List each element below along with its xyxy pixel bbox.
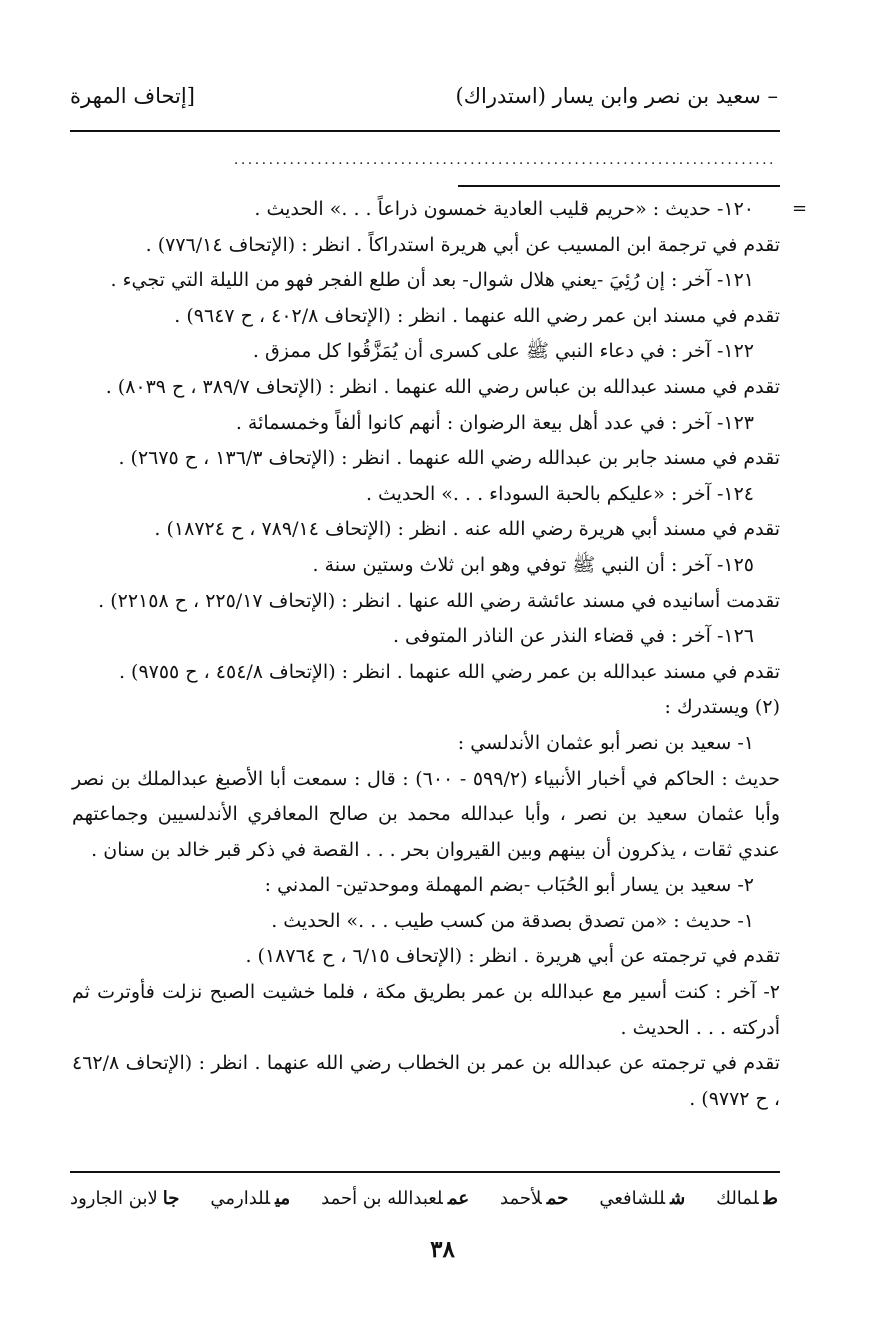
legend-abbr: ش bbox=[670, 1188, 686, 1209]
abbreviations-legend bbox=[70, 1188, 778, 1209]
text-line: ١٢٢- آخر : في دعاء النبي ﷺ على كسرى أن يُمَزَّقُوا كل ممزق . bbox=[252, 340, 754, 363]
text-line: تقدم في ترجمته عن أبي هريرة . انظر : (الإتحاف ٦/١٥ ، ح ١٨٧٦٤) . bbox=[245, 945, 780, 968]
header-chapter-title: – سعيد بن نصر وابن يسار (استدراك) bbox=[455, 84, 778, 108]
legend-abbr: عم bbox=[447, 1188, 470, 1209]
ellipsis-dots: .............................................................................. bbox=[233, 152, 776, 168]
legend-label: لمالك bbox=[716, 1188, 759, 1209]
text-line: ١- حديث : «من تصدق بصدقة من كسب طيب . . .» الحديث . bbox=[271, 909, 754, 932]
header-rule bbox=[70, 130, 780, 132]
legend-label: لأحمد bbox=[500, 1188, 542, 1209]
legend-item bbox=[321, 1188, 469, 1209]
text-line: ١٢١- آخر : إن رُئِيَ -يعني هلال شوال- بعد أن طلع الفجر فهو من الليلة التي تجيء . bbox=[110, 269, 754, 292]
legend-label: للشافعي bbox=[599, 1188, 666, 1209]
margin-mark: = bbox=[792, 198, 808, 219]
text-paragraph: حديث : الحاكم في أخبار الأنبياء (٥٩٩/٢ - ٦٠٠) : قال : سمعت أبا الأصبغ عبدالملك بن نصر وأبا عثمان سعيد بن نصر ، وأبا عبدالله محمد بن صالح المعافري الأندلسيين وجماعتهم عندي ثقات ، يذكرون أن بينهم وبين القيروان بحر . . . القصة في ذكر قبر خالد بن سنان . bbox=[72, 767, 781, 861]
legend-item bbox=[70, 1188, 179, 1209]
legend-item bbox=[599, 1188, 685, 1209]
text-line: تقدم في مسند جابر بن عبدالله رضي الله عنهما . انظر : (الإتحاف ١٣٦/٣ ، ح ٢٦٧٥) . bbox=[118, 447, 780, 470]
text-line: تقدم في مسند عبدالله بن عباس رضي الله عنهما . انظر : (الإتحاف ٣٨٩/٧ ، ح ٨٠٣٩) . bbox=[105, 375, 780, 398]
footer-rule bbox=[70, 1171, 780, 1173]
text-line: تقدم في ترجمة ابن المسيب عن أبي هريرة استدراكاً . انظر : (الإتحاف ٧٧٦/١٤) . bbox=[145, 233, 780, 256]
text-line: ١٢٥- آخر : أن النبي ﷺ توفي وهو ابن ثلاث وستين سنة . bbox=[312, 553, 754, 576]
legend-abbr: مي bbox=[275, 1188, 291, 1209]
legend-item bbox=[716, 1188, 778, 1209]
legend-item bbox=[500, 1188, 568, 1209]
header-book-title: [إتحاف المهرة bbox=[70, 84, 195, 108]
legend-item bbox=[210, 1188, 290, 1209]
text-line: تقدمت أسانيده في مسند عائشة رضي الله عنها . انظر : (الإتحاف ٢٢٥/١٧ ، ح ٢٢١٥٨) . bbox=[98, 589, 780, 612]
legend-label: للدارمي bbox=[210, 1188, 271, 1209]
legend-abbr: ط bbox=[763, 1188, 778, 1209]
legend-label: لعبدالله بن أحمد bbox=[321, 1188, 443, 1209]
text-line: تقدم في مسند أبي هريرة رضي الله عنه . انظر : (الإتحاف ٧٨٩/١٤ ، ح ١٨٧٢٤) . bbox=[154, 518, 780, 541]
entry-heading: ٢- سعيد بن يسار أبو الحُبَاب -بضم المهملة وموحدتين- المدني : bbox=[264, 874, 754, 897]
legend-label: لابن الجارود bbox=[70, 1188, 158, 1209]
section-rule bbox=[458, 185, 780, 187]
running-header bbox=[70, 84, 778, 108]
text-paragraph: تقدم في ترجمته عن عبدالله بن عمر بن الخطاب رضي الله عنهما . انظر : (الإتحاف ٤٦٢/٨ ، ح ٩٧٧٢) . bbox=[72, 1052, 780, 1110]
page-number: ٣٨ bbox=[430, 1236, 455, 1263]
main-text bbox=[72, 192, 780, 1117]
text-line: ١٢٠- حديث : «حريم قليب العادية خمسون ذراعاً . . .» الحديث . bbox=[254, 198, 754, 220]
legend-abbr: حم bbox=[546, 1188, 569, 1209]
text-paragraph: ٢- آخر : كنت أسير مع عبدالله بن عمر بطريق مكة ، فلما خشيت الصبح نزلت فأوترت ثم أدركته . . . الحديث . bbox=[72, 981, 780, 1039]
entry-heading: ١- سعيد بن نصر أبو عثمان الأندلسي : bbox=[457, 731, 754, 754]
text-line: تقدم في مسند عبدالله بن عمر رضي الله عنهما . انظر : (الإتحاف ٤٥٤/٨ ، ح ٩٧٥٥) . bbox=[118, 660, 780, 683]
section-heading: (٢) ويستدرك : bbox=[664, 696, 780, 719]
text-line: تقدم في مسند ابن عمر رضي الله عنهما . انظر : (الإتحاف ٤٠٢/٨ ، ح ٩٦٤٧) . bbox=[174, 304, 780, 327]
legend-abbr: جا bbox=[162, 1188, 180, 1209]
text-line: ١٢٤- آخر : «عليكم بالحبة السوداء . . .» الحديث . bbox=[365, 482, 754, 505]
text-line: ١٢٦- آخر : في قضاء النذر عن الناذر المتوفى . bbox=[392, 625, 754, 648]
text-line: ١٢٣- آخر : في عدد أهل بيعة الرضوان : أنهم كانوا ألفاً وخمسمائة . bbox=[235, 411, 754, 434]
